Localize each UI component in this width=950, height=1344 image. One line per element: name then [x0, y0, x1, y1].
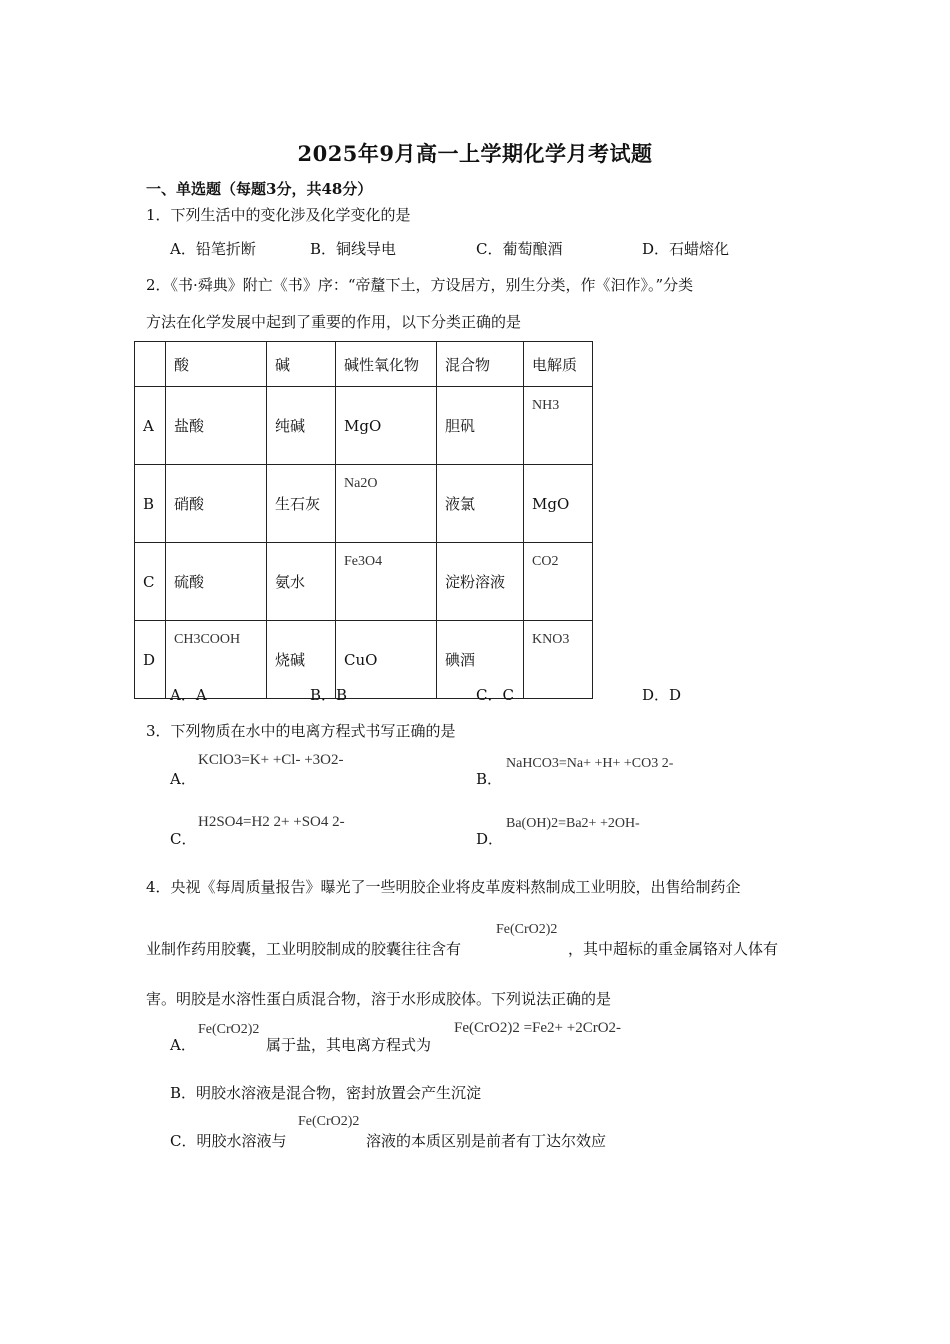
q4-option-b: B．明胶水溶液是混合物，密封放置会产生沉淀: [170, 1084, 482, 1102]
formula-co2: CO2: [532, 554, 559, 569]
table-header-cell: 碱: [267, 342, 336, 387]
table-header-cell: 混合物: [437, 342, 524, 387]
q2-option-a: A．A: [170, 686, 207, 704]
mixture-cell: 碘酒: [437, 621, 524, 699]
row-label: C: [135, 543, 166, 621]
q3-option-a-formula: KClO3=K+ +Cl- +3O2-: [198, 752, 344, 768]
q4-option-c-label: C．明胶水溶液与: [170, 1132, 287, 1150]
table-row: [135, 387, 593, 465]
formula-ch3cooh: CH3COOH: [174, 632, 241, 647]
q4-stem-line3: 害。明胶是水溶性蛋白质混合物，溶于水形成胶体。下列说法正确的是: [146, 990, 612, 1008]
acid-cell: 盐酸: [166, 387, 267, 465]
q3-stem: 3．下列物质在水中的电离方程式书写正确的是: [146, 722, 456, 740]
oxide-cell: [336, 465, 437, 543]
q2-option-b: B．B: [310, 686, 348, 704]
q3-option-b-label: B．: [476, 770, 503, 788]
electrolyte-cell: [524, 621, 593, 699]
table-row: [135, 543, 593, 621]
q4-option-a-equation: Fe(CrO2)2 =Fe2+ +2CrO2-: [454, 1020, 622, 1036]
q4-option-a-formula: Fe(CrO2)2: [198, 1022, 260, 1037]
q3-option-b-formula: NaHCO3=Na+ +H+ +CO3 2-: [506, 756, 674, 771]
table-header-cell: 电解质: [524, 342, 593, 387]
table-header-cell: 酸: [166, 342, 267, 387]
acid-cell: 硫酸: [166, 543, 267, 621]
mixture-cell: 淀粉溶液: [437, 543, 524, 621]
q3-option-d-label: D．: [476, 830, 504, 848]
q1-option-c: C．葡萄酿酒: [476, 240, 563, 258]
q4-option-c-text: 溶液的本质区别是前者有丁达尔效应: [366, 1132, 607, 1150]
formula-kno3: KNO3: [532, 632, 570, 647]
mixture-cell: 液氯: [437, 465, 524, 543]
base-cell: 纯碱: [267, 387, 336, 465]
base-cell: 生石灰: [267, 465, 336, 543]
q4-stem-line1: 4．央视《每周质量报告》曝光了一些明胶企业将皮革废料熬制成工业明胶，出售给制药企: [146, 878, 741, 896]
row-label: B: [135, 465, 166, 543]
formula-fe3o4: Fe3O4: [344, 554, 383, 569]
q1-stem: 1．下列生活中的变化涉及化学变化的是: [146, 206, 411, 224]
table-header-row: [135, 342, 593, 387]
q4-stem-line2b: ，其中超标的重金属铬对人体有: [568, 940, 779, 958]
q3-option-c-formula: H2SO4=H2 2+ +SO4 2-: [198, 814, 345, 830]
q4-option-a-text: 属于盐，其电离方程式为: [266, 1036, 432, 1054]
row-label: A: [135, 387, 166, 465]
table-header-cell: [135, 342, 166, 387]
electrolyte-cell: [524, 543, 593, 621]
q4-option-c-formula: Fe(CrO2)2: [298, 1114, 360, 1129]
page-title: 2025年9月高一上学期化学月考试题: [297, 141, 653, 166]
acid-cell: 硝酸: [166, 465, 267, 543]
q1-option-d: D．石蜡熔化: [642, 240, 730, 258]
q1-option-a: A．铅笔折断: [170, 240, 256, 258]
oxide-cell: CuO: [336, 621, 437, 699]
section-heading: 一、单选题（每题3分，共48分）: [146, 180, 373, 198]
formula-na2o: Na2O: [344, 476, 378, 491]
oxide-cell: [336, 543, 437, 621]
mixture-cell: 胆矾: [437, 387, 524, 465]
q3-option-d-formula: Ba(OH)2=Ba2+ +2OH-: [506, 816, 640, 831]
q2-option-c: C．C: [476, 686, 514, 704]
q1-option-b: B．铜线导电: [310, 240, 397, 258]
q2-stem-line1: 2．《书·舜典》附亡《书》序：“帝釐下土，方设居方，别生分类，作《汩作》。”分类: [146, 276, 694, 294]
row-label: D: [135, 621, 166, 699]
table-row: [135, 465, 593, 543]
q2-option-d: D．D: [642, 686, 682, 704]
q3-option-a-label: A．: [170, 770, 196, 788]
electrolyte-cell: MgO: [524, 465, 593, 543]
q4-stem-line2a: 业制作药用胶囊，工业明胶制成的胶囊往往含有: [146, 940, 462, 958]
base-cell: 氨水: [267, 543, 336, 621]
base-cell: 烧碱: [267, 621, 336, 699]
q2-stem-line2: 方法在化学发展中起到了重要的作用，以下分类正确的是: [146, 313, 522, 331]
formula-nh3: NH3: [532, 398, 560, 413]
q4-inline-formula: Fe(CrO2)2: [496, 922, 558, 937]
oxide-cell: MgO: [336, 387, 437, 465]
electrolyte-cell: [524, 387, 593, 465]
q3-option-c-label: C．: [170, 830, 197, 848]
classification-table: [134, 341, 593, 699]
table-header-cell: 碱性氧化物: [336, 342, 437, 387]
q4-option-a-label: A．: [170, 1036, 196, 1054]
